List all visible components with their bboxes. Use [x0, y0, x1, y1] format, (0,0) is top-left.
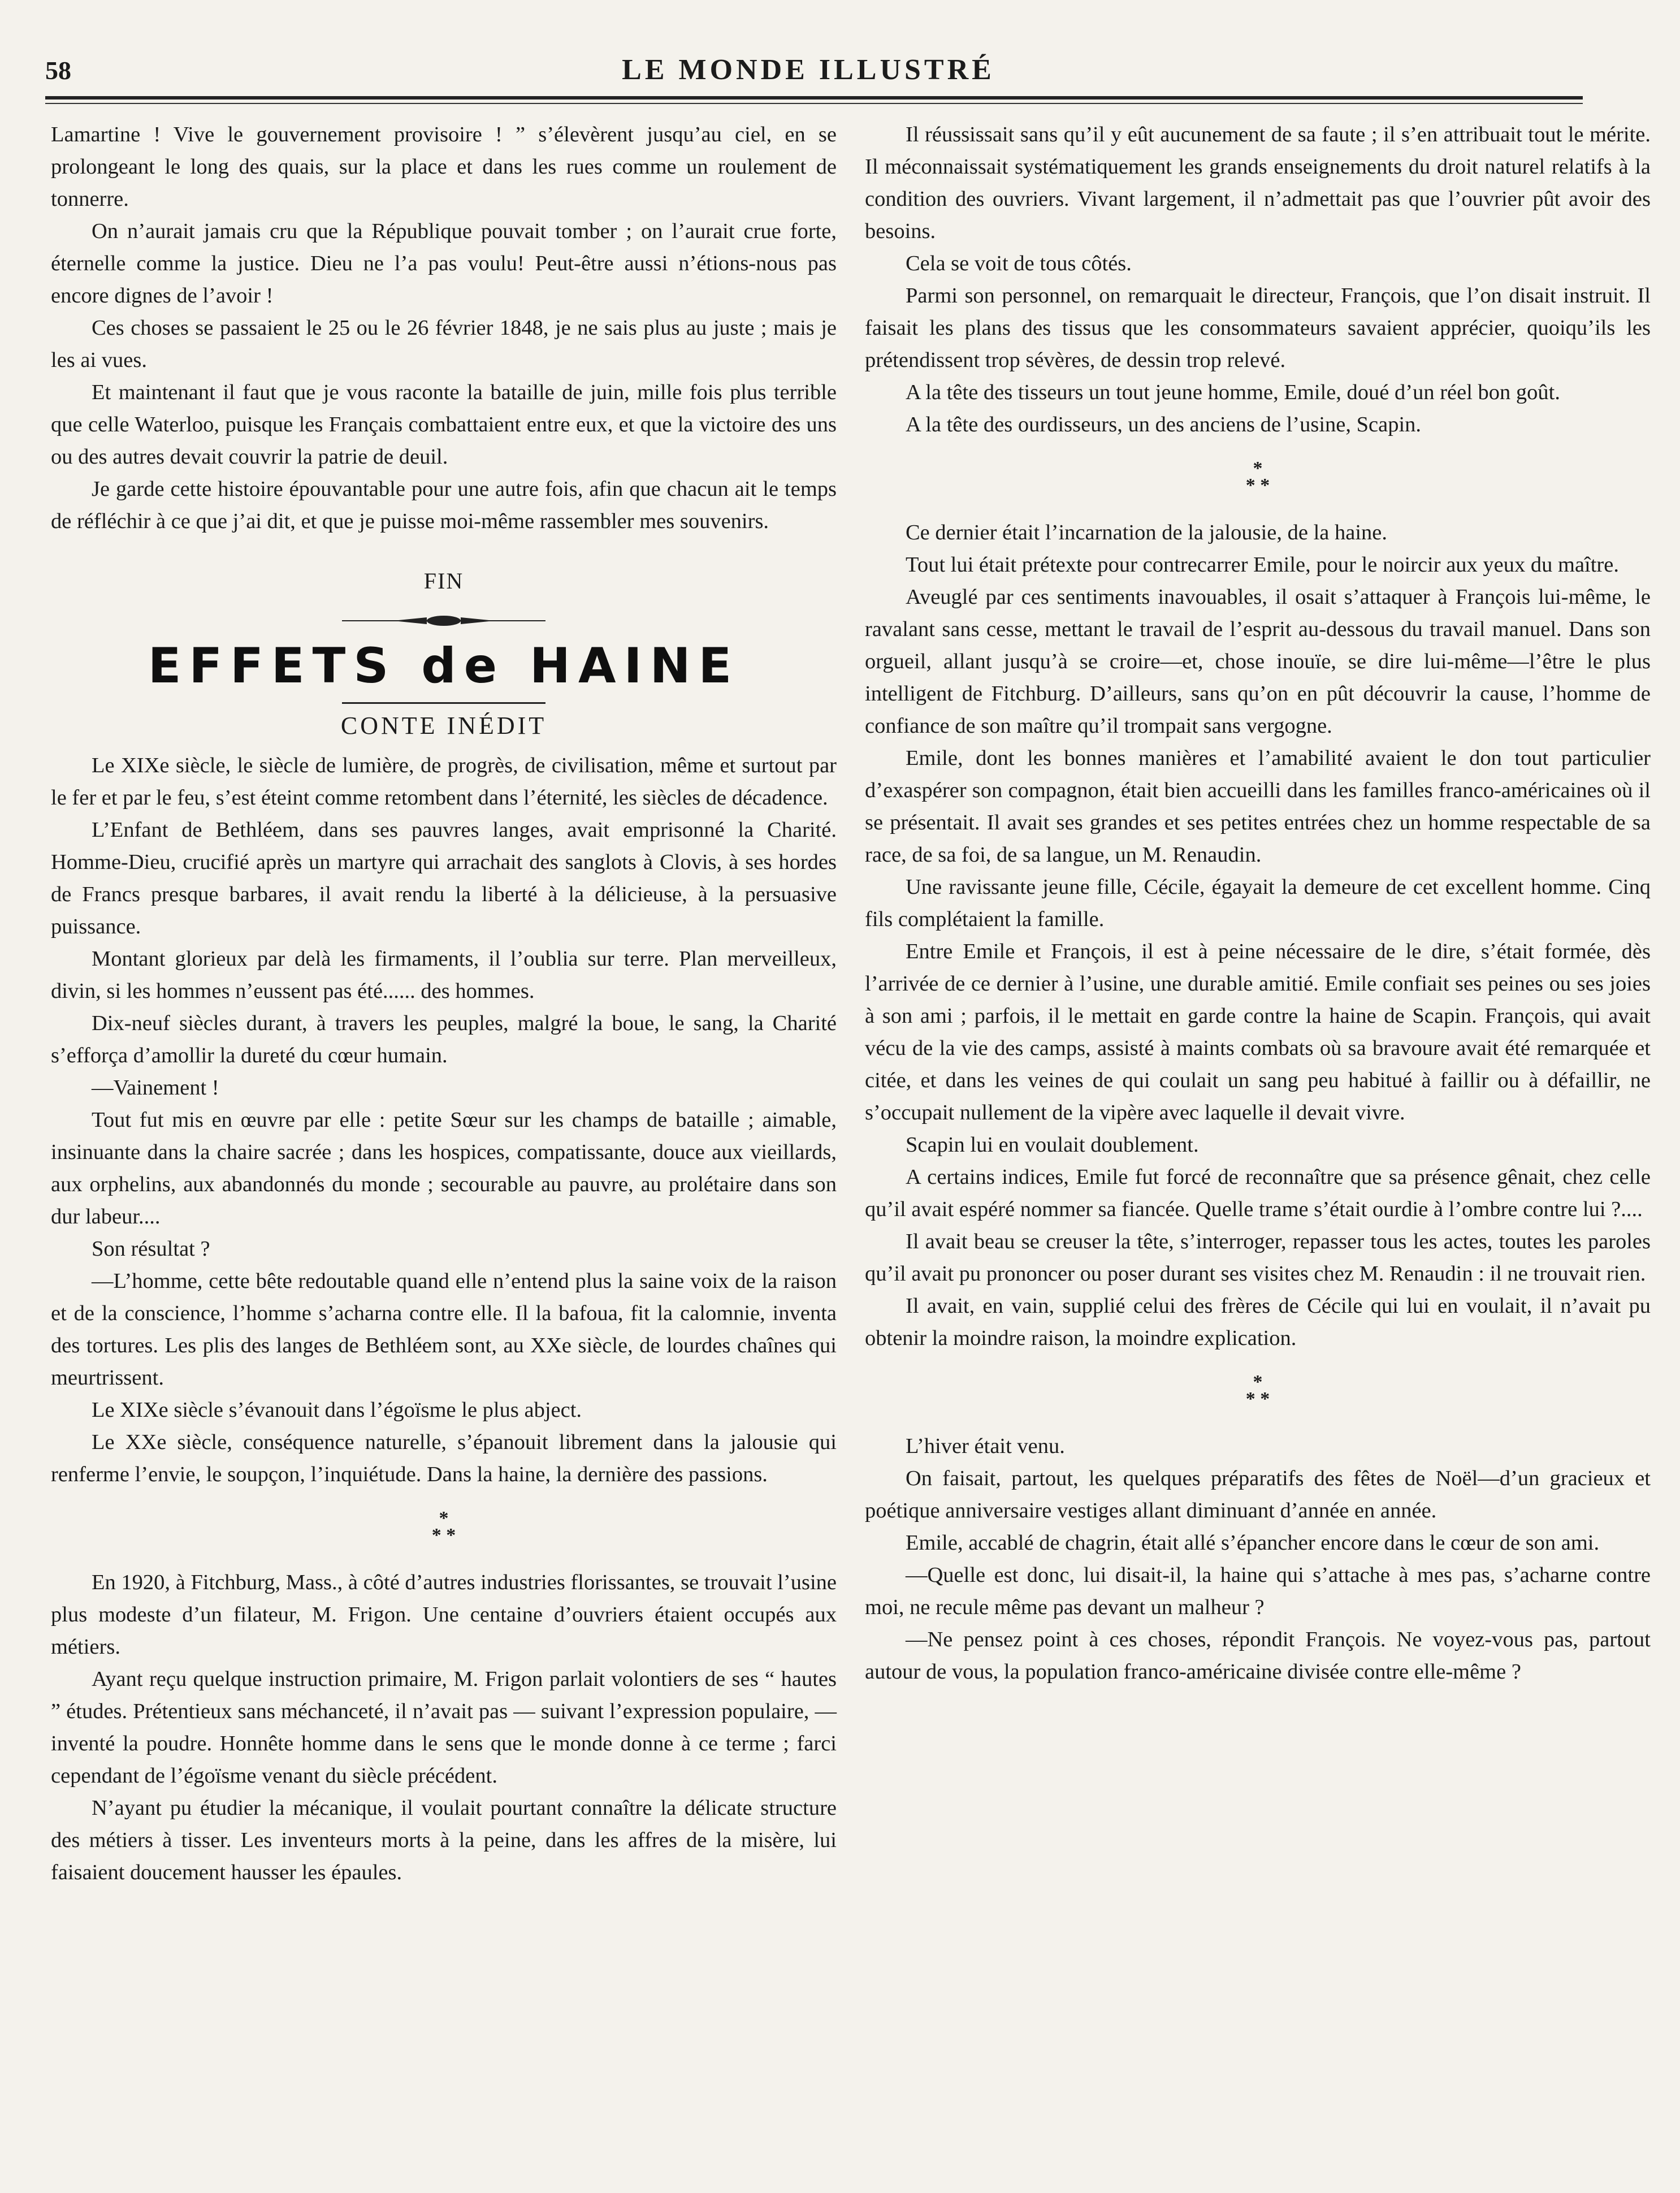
paragraph: Le XIXe siècle s’évanouit dans l’égoïsme le plus abject.: [92, 1398, 582, 1422]
paragraph: Le XIXe siècle, le siècle de lumière, de progrès, de civilisation, même et surtout par le fer et par le feu, s’est éteint comme retombent dans l’éternité, les siècles de décadence.: [51, 754, 837, 810]
paragraph: Le XXe siècle, conséquence naturelle, s’épanouit librement dans la jalousie qui renferme l’envie, le soupçon, l’inquiétude. Dans la haine, la dernière des passions.: [51, 1430, 837, 1486]
story-title: EFFETS de HAINE: [148, 638, 740, 694]
paragraph: A la tête des ourdisseurs, un des anciens de l’usine, Scapin.: [906, 413, 1422, 436]
page-header: [45, 52, 1571, 97]
paragraph: Montant glorieux par delà les firmaments, il l’oublia sur terre. Plan merveilleux, divin, si les hommes n’eussent pas été...... des hommes.: [51, 947, 837, 1003]
paragraph: Aveuglé par ces sentiments inavouables, il osait s’attaquer à François lui-même, le ravalant sans cesse, mettant le travail de l’esprit au-dessous du travail manuel. Dans son orgueil, allant jusqu’à se croire—et, chose inouïe, se dire lui-même—l’être le plus intelligent de Fitchburg. D’ailleurs, sans qu’on en pût découvrir la cause, l’homme de confiance de son maître qu’il trompait sans vergogne.: [865, 585, 1651, 738]
section-break-asterism: * * *: [431, 1508, 456, 1546]
paragraph: Parmi son personnel, on remarquait le directeur, François, que l’on disait instruit. Il faisait les plans des tissus que les consommateurs savaient apprécier, quoiqu’ils les prétendissent trop sévères, de dessin trop relevé.: [865, 284, 1651, 372]
paragraph: Emile, accablé de chagrin, était allé s’épancher encore dans le cœur de son ami.: [906, 1531, 1600, 1555]
paragraph: Et maintenant il faut que je vous raconte la bataille de juin, mille fois plus terrible que celle Waterloo, puisque les Français combattaient entre eux, et que la victoire des uns ou des autres devait couvrir la patrie de deuil.: [51, 380, 837, 469]
paragraph: N’ayant pu étudier la mécanique, il voulait pourtant connaître la délicate structure des métiers à tisser. Les inventeurs morts à la peine, dans les affres de la misère, lui faisaient doucement hausser les épaules.: [51, 1796, 837, 1884]
paragraph: Tout fut mis en œuvre par elle : petite Sœur sur les champs de bataille ; aimable, insinuante dans la chaire sacrée ; dans les hospices, compatissante, douce aux vieillards, aux orphelins, aux abandonnés du monde ; secourable au pauvre, au prolétaire dans son dur labeur....: [51, 1108, 837, 1229]
paragraph: A certains indices, Emile fut forcé de reconnaître que sa présence gênait, chez celle qu’il avait espéré nommer sa fiancée. Quelle trame s’était ourdie à l’ombre contre lui ?....: [865, 1165, 1651, 1221]
paragraph: Ce dernier était l’incarnation de la jalousie, de la haine.: [906, 521, 1387, 544]
title-rule: [342, 702, 545, 704]
story-subtitle: CONTE INÉDIT: [340, 712, 547, 739]
paragraph: On n’aurait jamais cru que la République pouvait tomber ; on l’aurait crue forte, éternelle comme la justice. Dieu ne l’a pas voulu! Peut-être aussi n’étions-nous pas encore dignes de l’avoir !: [51, 219, 837, 308]
paragraph: Emile, dont les bonnes manières et l’amabilité avaient le don tout particulier d’exaspérer son compagnon, était bien accueilli dans les familles franco-américaines où il se présentait. Il avait ses grandes et ses petites entrées chez un homme respectable de sa race, de sa foi, de sa langue, un M. Renaudin.: [865, 746, 1651, 867]
paragraph: Entre Emile et François, il est à peine nécessaire de le dire, s’était formée, dès l’arrivée de ce dernier à l’usine, une durable amitié. Emile confiait ses peines ou ses joies à son ami ; parfois, il le mettait en garde contre la haine de Scapin. François, qui avait vécu de la vie des camps, assisté à maints combats où sa bravoure avait été remarquée et citée, et dans les veines de qui coulait un sang peu habitué à faillir ou à défaillir, ne s’occupait nullement de la vipère avec laquelle il devait vivre.: [865, 940, 1651, 1124]
paragraph: Ayant reçu quelque instruction primaire, M. Frigon parlait volontiers de ses “ hautes ” études. Prétentieux sans méchanceté, il n’avait pas — suivant l’expression populaire, — inventé la poudre. Honnête homme dans le sens que le monde donne à ce terme ; farci cependant de l’égoïsme venant du siècle précédent.: [51, 1667, 837, 1788]
fin-label: FIN: [423, 568, 464, 594]
section-break-asterism: * * *: [1245, 458, 1270, 496]
paragraph: A la tête des tisseurs un tout jeune homme, Emile, doué d’un réel bon goût.: [906, 380, 1560, 404]
journal-title: LE MONDE ILLUSTRÉ: [622, 54, 995, 86]
section-break-asterism: * * *: [1245, 1372, 1270, 1409]
paragraph: —Ne pensez point à ces choses, répondit François. Ne voyez-vous pas, partout autour de vous, la population franco-américaine divisée contre elle-même ?: [865, 1628, 1651, 1684]
paragraph: Scapin lui en voulait doublement.: [906, 1133, 1199, 1157]
paragraph: Il réussissait sans qu’il y eût aucunement de sa faute ; il s’en attribuait tout le mérite. Il méconnaissait systématiquement les grands enseignements du droit naturel relatifs à la condition des ouvriers. Vivant largement, il n’admettait pas que l’ouvrier pût avoir des besoins.: [865, 123, 1651, 243]
paragraph: —Quelle est donc, lui disait-il, la haine qui s’attache à mes pas, s’acharne contre moi, ne recule même pas devant un malheur ?: [865, 1563, 1651, 1619]
paragraph: L’hiver était venu.: [906, 1434, 1065, 1458]
paragraph: Je garde cette histoire épouvantable pour une autre fois, afin que chacun ait le temps de réfléchir à ce que j’ai dit, et que je puisse moi-même rassembler mes souvenirs.: [51, 477, 837, 533]
page-number: 58: [45, 56, 71, 85]
paragraph: On faisait, partout, les quelques préparatifs des fêtes de Noël—d’un gracieux et poétique anniversaire vestiges allant diminuant d’année en année.: [865, 1467, 1651, 1522]
right-column: [865, 119, 1651, 1688]
header-rule-thin: [45, 103, 1583, 104]
paragraph: Une ravissante jeune fille, Cécile, égayait la demeure de cet excellent homme. Cinq fils complétaient la famille.: [865, 875, 1651, 931]
left-column: [51, 119, 837, 1889]
paragraph: Il avait, en vain, supplié celui des frères de Cécile qui lui en voulait, il n’avait pu obtenir la moindre raison, la moindre explication.: [865, 1294, 1651, 1350]
paragraph: —L’homme, cette bête redoutable quand elle n’entend plus la saine voix de la raison et de la conscience, l’homme s’acharna contre elle. Il la bafoua, fit la calomnie, inventa des tortures. Les plis des langes de Bethléem sont, au XXe siècle, de lourdes chaînes qui meurtrissent.: [51, 1269, 837, 1390]
paragraph: Tout lui était prétexte pour contrecarrer Emile, pour le noircir aux yeux du maître.: [906, 553, 1619, 577]
paragraph: Lamartine ! Vive le gouvernement provisoire ! ” s’élevèrent jusqu’au ciel, en se prolongeant le long des quais, sur la place et dans les rues comme un roulement de tonnerre.: [51, 123, 837, 211]
paragraph: L’Enfant de Bethléem, dans ses pauvres langes, avait emprisonné la Charité. Homme-Dieu, crucifié après un martyre qui arrachait des sanglots à Clovis, à ses hordes de Francs presque barbares, il avait rendu la liberté à la délicieuse, à la persuasive puissance.: [51, 818, 837, 938]
paragraph: En 1920, à Fitchburg, Mass., à côté d’autres industries florissantes, se trouvait l’usine plus modeste d’un filateur, M. Frigon. Une centaine d’ouvriers étaient occupés aux métiers.: [51, 1571, 837, 1659]
header-rule-thick: [45, 96, 1583, 100]
paragraph: Dix-neuf siècles durant, à travers les peuples, malgré la boue, le sang, la Charité s’efforça d’amollir la dureté du cœur humain.: [51, 1011, 837, 1067]
paragraph: —Vainement !: [92, 1076, 219, 1100]
paragraph: Son résultat ?: [92, 1237, 210, 1261]
ornament-divider: [342, 614, 545, 628]
paragraph: Ces choses se passaient le 25 ou le 26 février 1848, je ne sais plus au juste ; mais je les ai vues.: [51, 316, 837, 372]
paragraph: Il avait beau se creuser la tête, s’interroger, repasser tous les actes, toutes les paroles qu’il avait pu prononcer ou poser durant ses visites chez M. Renaudin : il ne trouvait rien.: [865, 1230, 1651, 1286]
paragraph: Cela se voit de tous côtés.: [906, 252, 1132, 275]
